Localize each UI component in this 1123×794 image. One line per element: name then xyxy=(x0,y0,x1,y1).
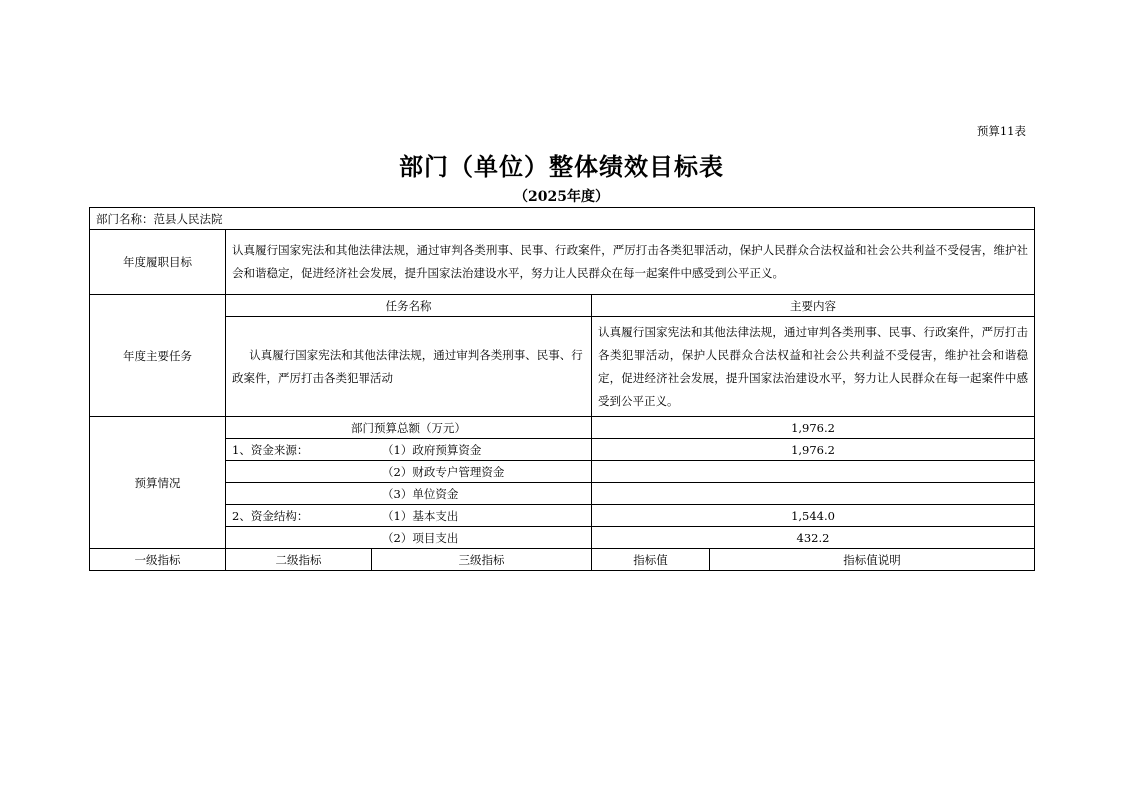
budget-row xyxy=(90,439,1035,461)
fund-structure-label: 2、资金结构： xyxy=(232,508,309,523)
task-header-row xyxy=(90,295,1035,317)
task-label: 年度主要任务 xyxy=(90,295,226,417)
budget-total-label: 部门预算总额（万元） xyxy=(226,417,592,439)
budget-item-value: 432.2 xyxy=(592,527,1035,549)
fund-source-label: 1、资金来源： xyxy=(232,442,309,457)
budget-item-name: （3）单位资金 xyxy=(382,486,459,501)
budget-label: 预算情况 xyxy=(90,417,226,549)
budget-total-value: 1,976.2 xyxy=(592,417,1035,439)
task-content: 认真履行国家宪法和其他法律法规，通过审判各类刑事、民事、行政案件，严厉打击各类犯罪活动，保护人民群众合法权益和社会公共利益不受侵害，维护社会和谐稳定，促进经济社会发展，提升国家法治建设水平，努力让人民群众在每一起案件中感受到公平正义。 xyxy=(592,317,1035,417)
budget-item-value: 1,976.2 xyxy=(592,439,1035,461)
dept-name-cell: 部门名称：范县人民法院 xyxy=(90,208,1035,230)
performance-target-table xyxy=(89,207,1035,571)
budget-item-label xyxy=(226,461,592,483)
page-subtitle: （2025年度） xyxy=(514,189,609,205)
budget-item-label xyxy=(226,505,592,527)
budget-item-label xyxy=(226,439,592,461)
budget-item-label xyxy=(226,527,592,549)
indicator-header: 指标值说明 xyxy=(710,549,1035,571)
task-name-header: 任务名称 xyxy=(226,295,592,317)
budget-item-name: （2）财政专户管理资金 xyxy=(382,464,505,479)
budget-item-label xyxy=(226,483,592,505)
goal-row xyxy=(90,230,1035,295)
budget-item-value: 1,544.0 xyxy=(592,505,1035,527)
task-row xyxy=(90,317,1035,417)
budget-item-name: （1）政府预算资金 xyxy=(382,442,482,457)
budget-item-name: （1）基本支出 xyxy=(382,508,459,523)
budget-row xyxy=(90,461,1035,483)
goal-label: 年度履职目标 xyxy=(90,230,226,295)
indicator-header: 一级指标 xyxy=(90,549,226,571)
dept-row xyxy=(90,208,1035,230)
budget-item-value xyxy=(592,483,1035,505)
budget-total-row xyxy=(90,417,1035,439)
budget-item-value xyxy=(592,461,1035,483)
goal-text: 认真履行国家宪法和其他法律法规，通过审判各类刑事、民事、行政案件，严厉打击各类犯罪活动，保护人民群众合法权益和社会公共利益不受侵害，维护社会和谐稳定，促进经济社会发展，提升国家法治建设水平，努力让人民群众在每一起案件中感受到公平正义。 xyxy=(226,230,1035,295)
task-content-header: 主要内容 xyxy=(592,295,1035,317)
budget-row xyxy=(90,483,1035,505)
budget-row xyxy=(90,505,1035,527)
indicator-header: 二级指标 xyxy=(226,549,372,571)
task-name: 认真履行国家宪法和其他法律法规，通过审判各类刑事、民事、行政案件，严厉打击各类犯罪活动 xyxy=(226,317,592,417)
indicator-header: 指标值 xyxy=(592,549,710,571)
indicator-header-row xyxy=(90,549,1035,571)
page-title: 部门（单位）整体绩效目标表 xyxy=(399,152,724,181)
budget-row xyxy=(90,527,1035,549)
table-number: 预算11表 xyxy=(976,124,1026,138)
budget-item-name: （2）项目支出 xyxy=(382,530,459,545)
indicator-header: 三级指标 xyxy=(372,549,592,571)
